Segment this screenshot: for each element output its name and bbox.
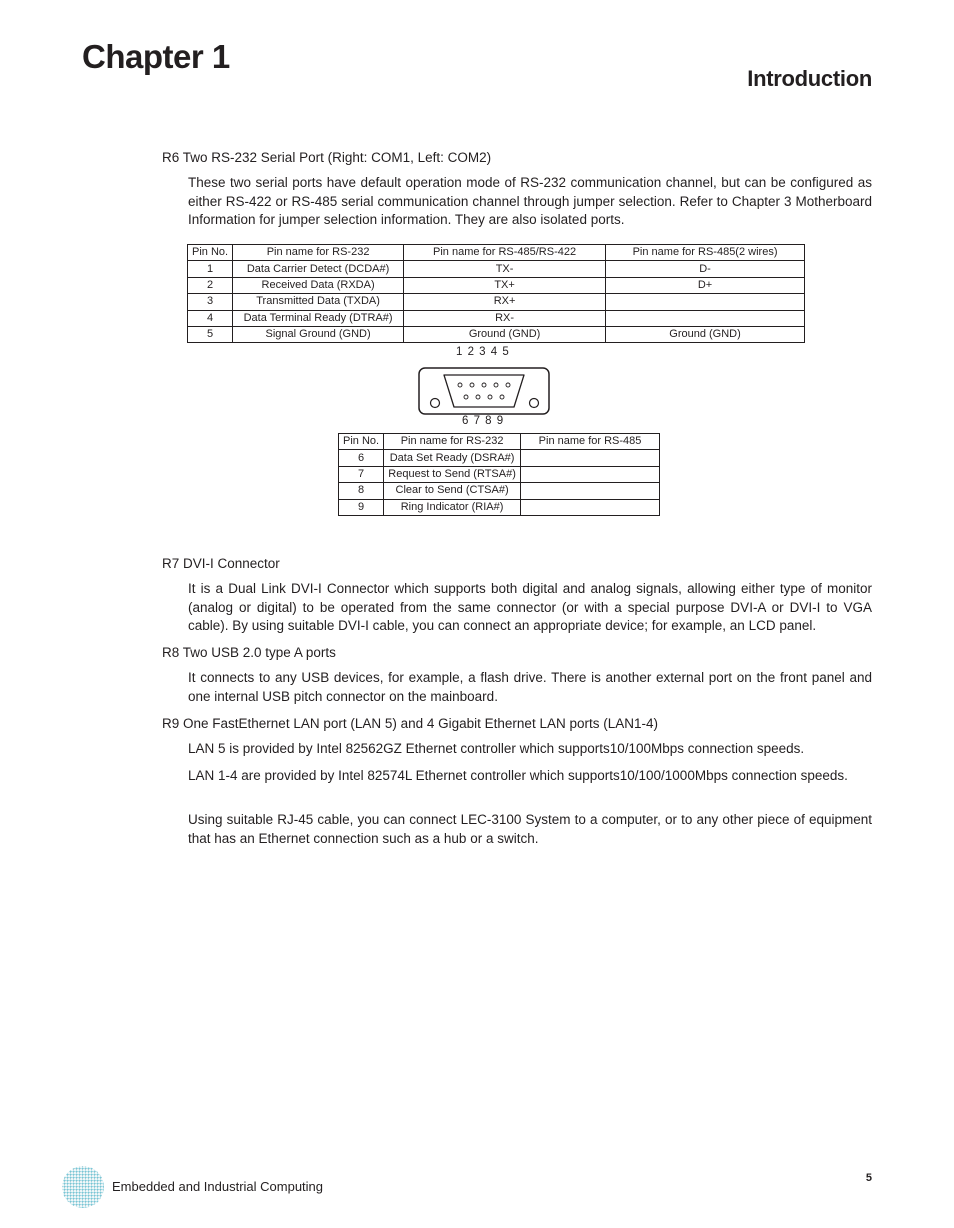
- table-cell: Data Set Ready (DSRA#): [384, 450, 521, 466]
- table-cell: Ground (GND): [404, 326, 606, 342]
- table-cell: 6: [339, 450, 384, 466]
- pin-4: [494, 383, 498, 387]
- table-cell: [521, 499, 660, 515]
- connector-pins: [458, 383, 510, 399]
- table-row: [188, 294, 805, 310]
- table-header-cell: Pin name for RS-485/RS-422: [404, 245, 606, 261]
- pin-2: [470, 383, 474, 387]
- table-cell: Data Terminal Ready (DTRA#): [233, 310, 404, 326]
- pin-8: [488, 395, 492, 399]
- table-cell: Signal Ground (GND): [233, 326, 404, 342]
- table-cell: Request to Send (RTSA#): [384, 466, 521, 482]
- r7-heading: R7 DVI-I Connector: [162, 556, 280, 571]
- table-cell: RX-: [404, 310, 606, 326]
- table-row: [339, 466, 660, 482]
- table-cell: TX-: [404, 261, 606, 277]
- table-row: [188, 310, 805, 326]
- table-row: [339, 450, 660, 466]
- table-cell: Transmitted Data (TXDA): [233, 294, 404, 310]
- page-number: 5: [865, 1172, 872, 1184]
- table-header-row: [188, 245, 805, 261]
- pin-1: [458, 383, 462, 387]
- chapter-title: Chapter 1: [82, 38, 230, 75]
- table-row: [188, 261, 805, 277]
- table-cell: RX+: [404, 294, 606, 310]
- footer-company-text: Embedded and Industrial Computing: [112, 1179, 324, 1194]
- table-header-cell: Pin name for RS-232: [384, 434, 521, 450]
- db9-connector-diagram: [418, 367, 550, 415]
- r9-paragraph-1: LAN 5 is provided by Intel 82562GZ Ethernet controller which supports10/100Mbps connection speeds.: [188, 741, 805, 756]
- table-cell: 3: [188, 294, 233, 310]
- rs232-pin-table-2: [338, 433, 660, 516]
- table-cell: Ground (GND): [606, 326, 805, 342]
- table-header-cell: Pin name for RS-485(2 wires): [606, 245, 805, 261]
- table-cell: 4: [188, 310, 233, 326]
- globe-logo-icon: [60, 1164, 106, 1210]
- table-cell: D+: [606, 277, 805, 293]
- table-cell: Received Data (RXDA): [233, 277, 404, 293]
- table-cell: 9: [339, 499, 384, 515]
- r8-heading: R8 Two USB 2.0 type A ports: [162, 645, 336, 660]
- connector-bottom-pin-numbers: 6 7 8 9: [462, 415, 505, 427]
- table-row: [339, 483, 660, 499]
- table-cell: [521, 450, 660, 466]
- table-cell: 1: [188, 261, 233, 277]
- mounting-hole-right: [530, 399, 539, 408]
- section-title: Introduction: [747, 66, 872, 91]
- table-cell: [521, 466, 660, 482]
- r7-body: It is a Dual Link DVI-I Connector which supports both digital and analog signals, allowing either type of monitor (analog or digital) to be operated from the same connector (or with a special purpose DVI-A or DVI-I to VGA cable). By using suitable DVI-I cable, you can connect an appropriate device; for example, an LCD panel.: [188, 581, 872, 633]
- table-cell: [521, 483, 660, 499]
- table-cell: Clear to Send (CTSA#): [384, 483, 521, 499]
- table-cell: 5: [188, 326, 233, 342]
- table-header-cell: Pin name for RS-485: [521, 434, 660, 450]
- table-header-cell: Pin No.: [188, 245, 233, 261]
- table-row: [188, 277, 805, 293]
- table-header-cell: Pin name for RS-232: [233, 245, 404, 261]
- pin-6: [464, 395, 468, 399]
- table-row: [188, 326, 805, 342]
- table-cell: [606, 294, 805, 310]
- table-cell: TX+: [404, 277, 606, 293]
- r6-heading: R6 Two RS-232 Serial Port (Right: COM1, Left: COM2): [162, 150, 492, 165]
- r9-heading: R9 One FastEthernet LAN port (LAN 5) and 4 Gigabit Ethernet LAN ports (LAN1-4): [162, 716, 658, 731]
- mounting-hole-left: [431, 399, 440, 408]
- r8-body: It connects to any USB devices, for example, a flash drive. There is another external port on the front panel and one internal USB pitch connector on the mainboard.: [188, 670, 872, 704]
- r6-body: These two serial ports have default operation mode of RS-232 communication channel, but can be configured as either RS-422 or RS-485 serial communication channel through jumper selection. Refer to Chapter 3 Motherboard Information for jumper selection information. They are also isolated ports.: [188, 175, 872, 227]
- table-cell: Ring Indicator (RIA#): [384, 499, 521, 515]
- pin-7: [476, 395, 480, 399]
- r9-paragraph-2: LAN 1-4 are provided by Intel 82574L Ethernet controller which supports10/100/1000Mbps connection speeds.: [188, 768, 848, 783]
- table-cell: [606, 310, 805, 326]
- rs232-pin-table-1: [187, 244, 805, 343]
- pin-9: [500, 395, 504, 399]
- table-cell: 8: [339, 483, 384, 499]
- table-cell: D-: [606, 261, 805, 277]
- connector-d-shape: [444, 375, 524, 407]
- table-cell: 7: [339, 466, 384, 482]
- table-row: [339, 499, 660, 515]
- connector-top-pin-numbers: 1 2 3 4 5: [456, 346, 510, 358]
- table-cell: Data Carrier Detect (DCDA#): [233, 261, 404, 277]
- table-header-cell: Pin No.: [339, 434, 384, 450]
- table-header-row: [339, 434, 660, 450]
- pin-3: [482, 383, 486, 387]
- table-cell: 2: [188, 277, 233, 293]
- r9-paragraph-3: Using suitable RJ-45 cable, you can connect LEC-3100 System to a computer, or to any other piece of equipment that has an Ethernet connection such as a hub or a switch.: [188, 812, 872, 846]
- pin-5: [506, 383, 510, 387]
